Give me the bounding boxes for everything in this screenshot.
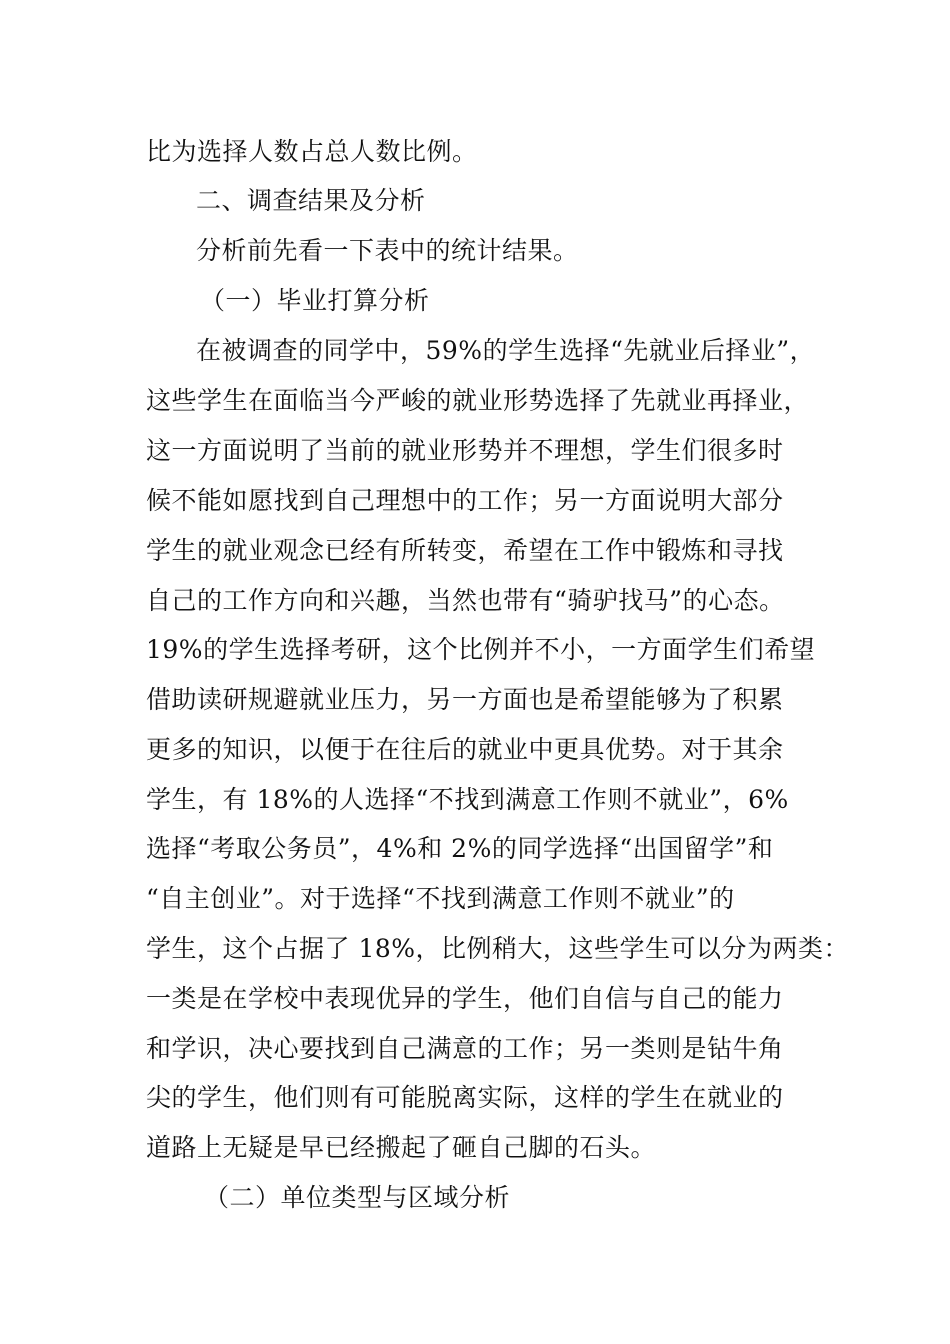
section-heading: 二、调查结果及分析	[196, 186, 426, 215]
paragraph-line: 借助读研规避就业压力，另一方面也是希望能够为了积累	[146, 685, 784, 714]
paragraph-line: “自主创业”。对于选择“不找到满意工作则不就业”的	[146, 884, 735, 913]
paragraph-line: 19%的学生选择考研，这个比例并不小，一方面学生们希望	[146, 635, 816, 664]
paragraph-line: 尖的学生，他们则有可能脱离实际，这样的学生在就业的	[146, 1083, 784, 1112]
paragraph-line: 这些学生在面临当今严峻的就业形势选择了先就业再择业，	[146, 386, 810, 415]
paragraph-line: 自己的工作方向和兴趣，当然也带有“骑驴找马”的心态。	[146, 586, 785, 615]
paragraph-line: 道路上无疑是早已经搬起了砸自己脚的石头。	[146, 1133, 657, 1162]
paragraph-line: 学生，这个占据了 18%，比例稍大，这些学生可以分为两类：	[146, 934, 850, 963]
paragraph-line: 一类是在学校中表现优异的学生，他们自信与自己的能力	[146, 984, 784, 1013]
paragraph-line: 这一方面说明了当前的就业形势并不理想，学生们很多时	[146, 436, 784, 465]
paragraph-line: 更多的知识，以便于在往后的就业中更具优势。对于其余	[146, 735, 784, 764]
paragraph-line: 分析前先看一下表中的统计结果。	[196, 236, 579, 265]
subsection-heading-2: （二）单位类型与区域分析	[204, 1183, 511, 1212]
paragraph-line: 选择“考取公务员”，4%和 2%的同学选择“出国留学”和	[146, 834, 774, 863]
paragraph-line: 在被调查的同学中，59%的学生选择“先就业后择业”，	[196, 336, 816, 365]
paragraph-line-continuation: 比为选择人数占总人数比例。	[146, 137, 478, 166]
paragraph-line: 学生，有 18%的人选择“不找到满意工作则不就业”，6%	[146, 785, 789, 814]
subsection-heading-1: （一）毕业打算分析	[200, 286, 430, 315]
paragraph-line: 学生的就业观念已经有所转变，希望在工作中锻炼和寻找	[146, 536, 784, 565]
paragraph-line: 和学识，决心要找到自己满意的工作；另一类则是钻牛角	[146, 1034, 784, 1063]
paragraph-line: 候不能如愿找到自己理想中的工作；另一方面说明大部分	[146, 486, 784, 515]
